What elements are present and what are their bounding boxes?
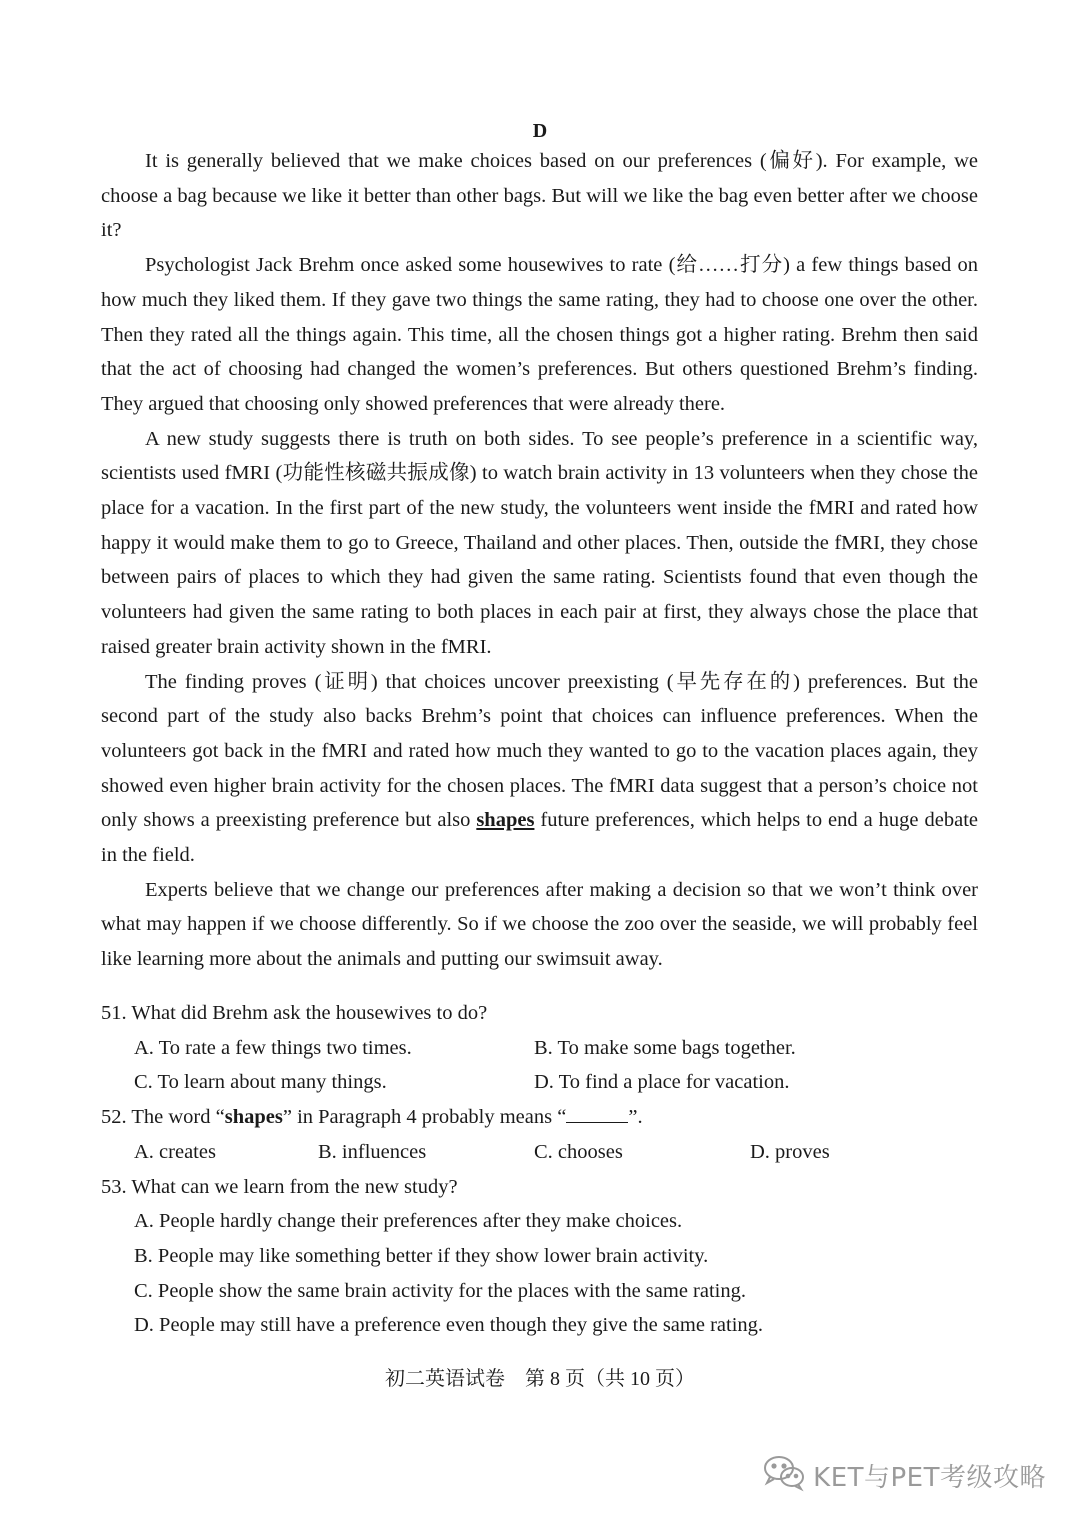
question-52-option-a: A. creates [134, 1140, 216, 1163]
question-52-stem-pre: 52. The word “ [101, 1106, 225, 1129]
paragraph-4-text-after: future preferences, which helps to end a huge debate in the field. [101, 809, 978, 867]
underlined-word-shapes: shapes [476, 809, 535, 832]
paragraph-3: A new study suggests there is truth on both sides. To see people’s preference in a scientific way, scientists used fMRI (功能性核磁共振成像) to watch brain activity in 13 volunteers when they chose the place for a vacation. In the first part of the new study, the volunteers went inside the fMRI and rated how happy it would make them to go to Greece, Thailand and other places. Then, outside the fMRI, they chose between pairs of places to which they had given the same rating. Scientists found that even though the volunteers had given the same rating to both places in each pair at first, they always chose the place that raised greater brain activity shown in the fMRI. [101, 427, 978, 658]
question-52-option-c: C. chooses [534, 1140, 623, 1163]
watermark-text: KET与PET考级攻略 [813, 1463, 1046, 1493]
question-51-stem: 51. What did Brehm ask the housewives to do? [101, 1002, 488, 1024]
question-51-option-d: D. To find a place for vacation. [534, 1071, 790, 1094]
paragraph-1: It is generally believed that we make choices based on our preferences (偏好). For example, we choose a bag because we like it better than other bags. But will we like the bag even better after we choose it? [101, 150, 978, 242]
section-title: D [532, 120, 548, 142]
question-53-options [101, 1204, 978, 1343]
wechat-icon [761, 1452, 807, 1499]
paragraph-2: Psychologist Jack Brehm once asked some housewives to rate (给……打分) a few things based on how much they liked them. If they gave two things the same rating, they had to choose one over the other. Then they rated all the things again. This time, all the chosen things got a higher rating. Brehm then said that the act of choosing had changed the women’s preferences. But others questioned Brehm’s finding. They argued that choosing only showed preferences that were already there. [101, 254, 978, 415]
question-52-stem-mid: ” in Paragraph 4 probably means “ [282, 1106, 567, 1129]
paragraph-5: Experts believe that we change our preferences after making a decision so that we won’t think over what may happen if we choose differently. So if we choose the zoo over the seaside, we will probably feel like learning more about the animals and putting our swimsuit away. [101, 878, 978, 971]
question-51-option-c: C. To learn about many things. [134, 1071, 387, 1094]
question-51-option-a: A. To rate a few things two times. [134, 1036, 412, 1059]
question-52-stem [101, 1100, 978, 1135]
watermark [761, 1452, 1046, 1499]
question-51-option-b: B. To make some bags together. [534, 1036, 796, 1059]
question-list [101, 996, 978, 1343]
paragraph-4 [101, 665, 978, 873]
reading-passage [101, 144, 978, 977]
question-53-option-a: A. People hardly change their preferences after they make choices. [134, 1210, 683, 1233]
page-footer: 初二英语试卷 第 8 页（共 10 页） [385, 1368, 695, 1390]
question-52-keyword: shapes [224, 1106, 283, 1129]
question-53-option-d: D. People may still have a preference even though they give the same rating. [134, 1314, 764, 1337]
answer-blank [566, 1102, 628, 1123]
question-53-option-c: C. People show the same brain activity for the places with the same rating. [134, 1279, 746, 1302]
question-51-options [101, 1031, 978, 1100]
question-52-option-d: D. proves [750, 1140, 830, 1163]
paragraph-4-text-before: The finding proves (证明) that choices uncover preexisting (早先存在的) preferences. But the second part of the study also backs Brehm’s point that choices can influence preferences. When the volunteers got back in the fMRI and rated how much they wanted to go to the vacation places again, they showed even higher brain activity for the chosen places. The fMRI data suggest that a person’s choice not only shows a preexisting preference but also [101, 670, 978, 832]
question-52-option-b: B. influences [318, 1140, 427, 1163]
question-52-stem-post: ”. [628, 1106, 643, 1129]
question-53-stem: 53. What can we learn from the new study? [101, 1175, 458, 1198]
question-52-options [101, 1135, 978, 1170]
question-53-option-b: B. People may like something better if they show lower brain activity. [134, 1244, 709, 1267]
